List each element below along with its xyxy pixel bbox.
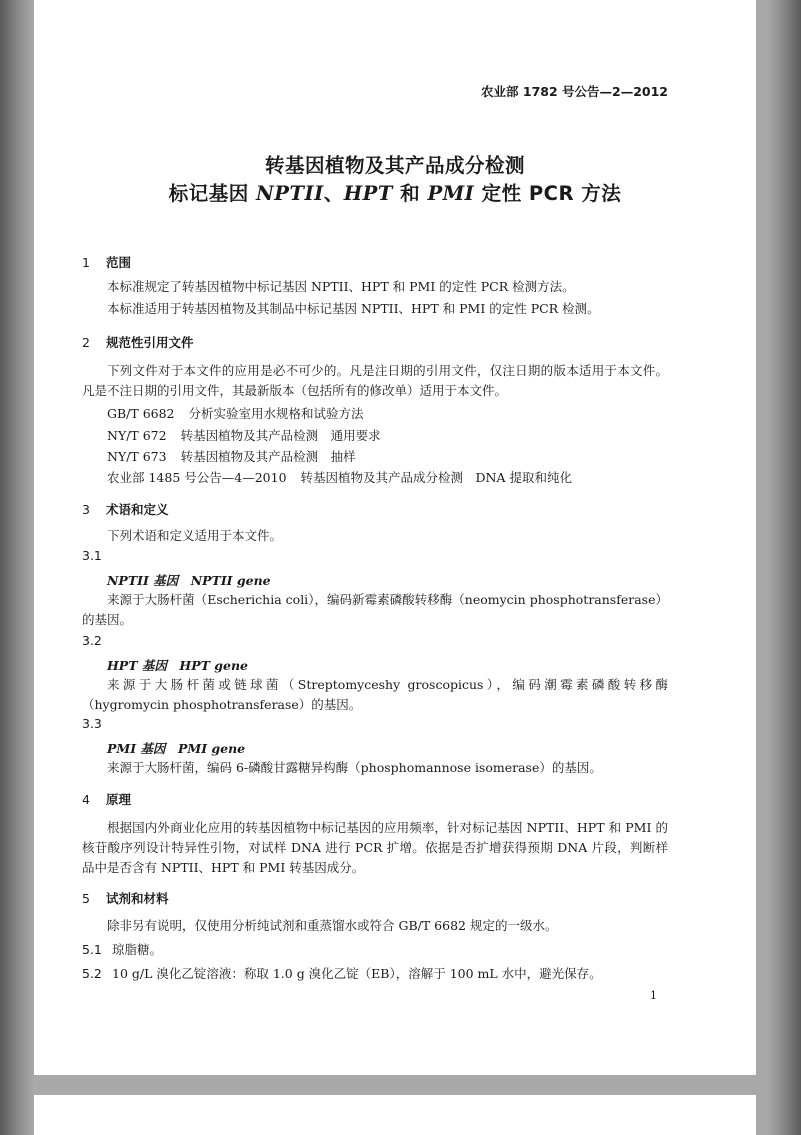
term-english: NPTII gene	[190, 573, 271, 588]
references-intro-paragraph: 下列文件对于本文件的应用是必不可少的。凡是注日期的引用文件，仅注日期的版本适用于本文件。凡是不注日期的引用文件，其最新版本（包括所有的修改单）适用于本文件。	[82, 363, 668, 398]
section-number: 3	[82, 502, 90, 517]
reference-code: NY/T 673	[107, 449, 167, 464]
next-page-edge	[34, 1095, 756, 1135]
title-separator: 、	[323, 182, 344, 205]
reference-code: NY/T 672	[107, 428, 167, 443]
term-definition: 来源于大肠杆菌或链球菌（Streptomyceshy groscopicus），编码潮霉素磷酸转移酶（hygromycin phosphotransferase）的基因。	[82, 677, 668, 712]
reference-name: 转基因植物及其产品成分检测 DNA 提取和纯化	[300, 470, 572, 485]
section-title: 范围	[106, 255, 132, 270]
item-number: 5.2	[82, 966, 102, 981]
reagent-item	[82, 940, 162, 958]
reference-item	[107, 426, 381, 444]
section-title: 原理	[106, 792, 132, 807]
term-hpt	[107, 656, 248, 674]
term-pmi	[107, 739, 245, 757]
document-title-line-2	[34, 178, 756, 206]
title-gene-pmi: PMI	[427, 182, 475, 205]
reagent-item	[82, 964, 602, 982]
reagents-intro-paragraph: 除非另有说明，仅使用分析纯试剂和重蒸馏水或符合 GB/T 6682 规定的一级水。	[107, 918, 558, 933]
section-title: 规范性引用文件	[106, 335, 194, 350]
term-chinese: HPT 基因	[107, 658, 167, 673]
section-3-heading	[82, 500, 169, 518]
section-1-heading	[82, 253, 131, 271]
term-number: 3.3	[82, 716, 102, 731]
term-english: PMI gene	[177, 741, 246, 756]
reference-code: GB/T 6682	[107, 406, 175, 421]
reference-item	[107, 404, 364, 422]
term-definition: 来源于大肠杆菌，编码 6-磷酸甘露糖异构酶（phosphomannose isomerase）的基因。	[107, 760, 602, 775]
section-title: 试剂和材料	[106, 891, 169, 906]
standard-code-header: 农业部 1782 号公告—2—2012	[481, 84, 668, 99]
title-and: 和	[392, 182, 428, 205]
item-number: 5.1	[82, 942, 102, 957]
term-number: 3.2	[82, 633, 102, 648]
section-number: 1	[82, 255, 90, 270]
section-number: 2	[82, 335, 90, 350]
section-5-heading	[82, 889, 169, 907]
title-text-end: 定性 PCR 方法	[474, 182, 622, 205]
item-text: 10 g/L 溴化乙锭溶液：称取 1.0 g 溴化乙锭（EB），溶解于 100 mL 水中，避光保存。	[112, 966, 602, 981]
item-text: 琼脂糖。	[112, 942, 163, 957]
term-chinese: PMI 基因	[107, 741, 166, 756]
section-title: 术语和定义	[106, 502, 169, 517]
principle-paragraph: 根据国内外商业化应用的转基因植物中标记基因的应用频率，针对标记基因 NPTII、HPT 和 PMI 的核苷酸序列设计特异性引物，对试样 DNA 进行 PCR 扩增。依据是否扩增获得预期 DNA 片段，判断样品中是否含有 NPTII、HPT 和 PMI 转基因成分。	[82, 820, 668, 875]
section-4-heading	[82, 790, 131, 808]
term-nptii	[107, 571, 271, 589]
term-number: 3.1	[82, 548, 102, 563]
section-number: 4	[82, 792, 90, 807]
page-number: 1	[650, 989, 657, 1002]
term-definition: 来源于大肠杆菌（Escherichia coli），编码新霉素磷酸转移酶（neomycin phosphotransferase）的基因。	[82, 592, 668, 627]
term-chinese: NPTII 基因	[107, 573, 179, 588]
reference-name: 转基因植物及其产品检测 通用要求	[180, 428, 381, 443]
reference-item	[107, 447, 356, 465]
terms-intro-paragraph: 下列术语和定义适用于本文件。	[107, 528, 283, 543]
title-gene-nptii: NPTII	[255, 182, 324, 205]
reference-name: 转基因植物及其产品检测 抽样	[180, 449, 356, 464]
title-text: 标记基因	[168, 182, 256, 205]
reference-code: 农业部 1485 号公告—4—2010	[107, 470, 287, 485]
document-page	[34, 0, 756, 1075]
document-title-line-1: 转基因植物及其产品成分检测	[264, 154, 525, 177]
scope-paragraph-1: 本标准规定了转基因植物中标记基因 NPTII、HPT 和 PMI 的定性 PCR 检测方法。	[107, 279, 575, 294]
term-english: HPT gene	[179, 658, 248, 673]
section-2-heading	[82, 333, 194, 351]
title-gene-hpt: HPT	[343, 182, 393, 205]
reference-name: 分析实验室用水规格和试验方法	[188, 406, 364, 421]
reference-item	[107, 468, 572, 486]
scope-paragraph-2: 本标准适用于转基因植物及其制品中标记基因 NPTII、HPT 和 PMI 的定性 PCR 检测。	[107, 301, 600, 316]
section-number: 5	[82, 891, 90, 906]
